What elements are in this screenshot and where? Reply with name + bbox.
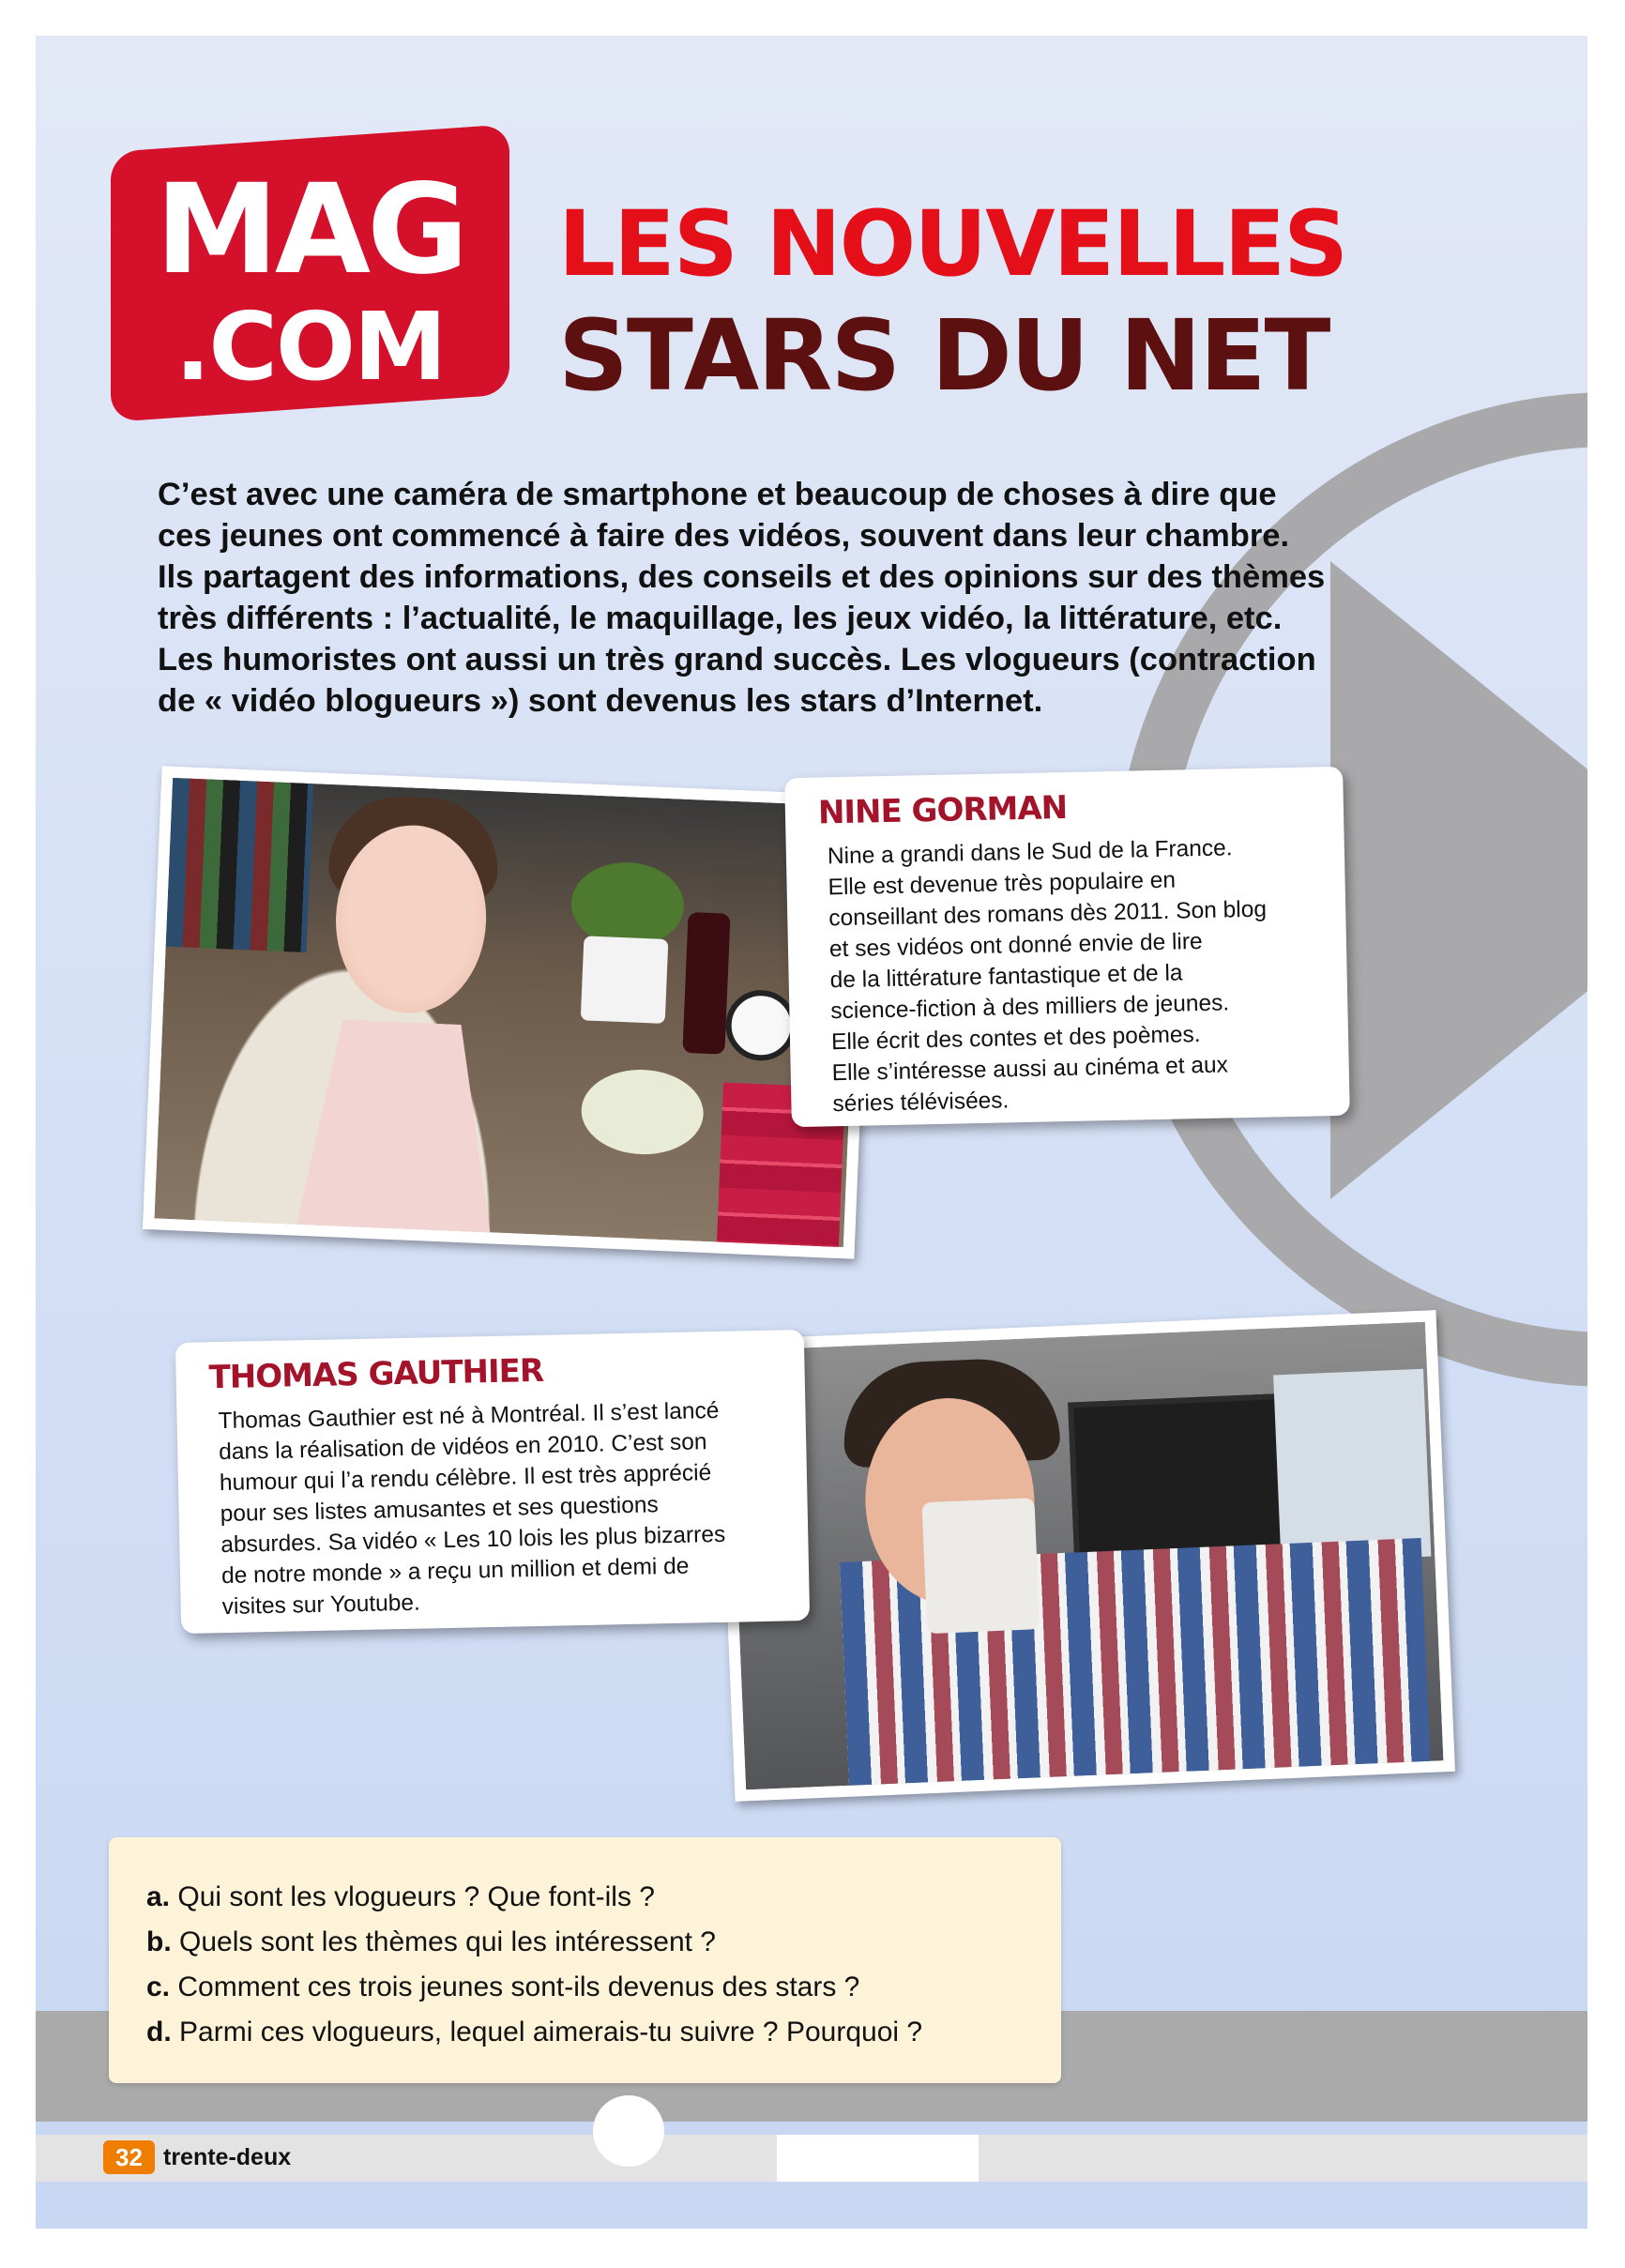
nine-gorman-bio (828, 832, 1271, 1120)
bio-line: absurdes. Sa vidéo « Les 10 lois les plus bizarres (220, 1521, 726, 1559)
question-text: Quels sont les thèmes qui les intéressent ? (179, 1926, 716, 1957)
title-line1: LES NOUVELLES (558, 191, 1347, 297)
intro-line: très différents : l’actualité, le maquillage, les jeux vidéo, la littérature, etc. (158, 601, 1283, 636)
question-item (146, 1920, 922, 1965)
logo-line1: MAG (155, 158, 465, 302)
bio-line: science-fiction à des milliers de jeunes. (830, 990, 1230, 1025)
logo-text (111, 158, 509, 402)
bio-line: Elle s’intéresse aussi au cinéma et aux (831, 1052, 1229, 1087)
nine-gorman-photo (143, 766, 873, 1258)
intro-line: Ils partagent des informations, des conseils et des opinions sur des thèmes (158, 559, 1326, 595)
bio-line: Elle est devenue très populaire en (828, 867, 1177, 901)
question-item (146, 1875, 922, 1920)
title-line2: STARS DU NET (558, 298, 1329, 413)
bio-line: Thomas Gauthier est né à Montréal. Il s’est lancé (218, 1397, 720, 1435)
page-number-word: trente-deux (163, 2144, 292, 2170)
intro-paragraph (158, 474, 1405, 722)
page-title (558, 192, 1346, 412)
questions-list (146, 1875, 922, 2055)
mug-icon (921, 1498, 1040, 1634)
intro-line: C’est avec une caméra de smartphone et beaucoup de choses à dire que (158, 477, 1277, 512)
bio-line: de notre monde » a reçu un million et demi de (220, 1553, 690, 1590)
page-number-badge: 32 (103, 2140, 155, 2174)
nine-gorman-name: NINE GORMAN (817, 788, 1068, 832)
bio-line: séries télévisées. (832, 1088, 1010, 1118)
bio-line: et ses vidéos ont donné envie de lire (828, 928, 1203, 963)
bio-line: pour ses listes amusantes et ses questions (220, 1492, 659, 1528)
question-letter: d. (146, 2017, 172, 2047)
intro-line: Les humoristes ont aussi un très grand succès. Les vlogueurs (contraction (158, 642, 1316, 677)
question-item (146, 1965, 922, 2010)
question-text: Comment ces trois jeunes sont-ils devenus des stars ? (177, 1971, 860, 2002)
thomas-gauthier-bio (218, 1395, 727, 1622)
questions-box (109, 1837, 1061, 2083)
question-letter: c. (146, 1971, 171, 2002)
question-text: Parmi ces vlogueurs, lequel aimerais-tu suivre ? Pourquoi ? (179, 2017, 923, 2047)
footer-circle (593, 2095, 664, 2167)
bio-line: conseillant des romans dès 2011. Son blog (828, 896, 1268, 932)
bio-line: Elle écrit des contes et des poèmes. (830, 1022, 1201, 1056)
thomas-gauthier-photo (716, 1310, 1455, 1802)
question-letter: a. (146, 1881, 171, 1912)
intro-line: de « vidéo blogueurs ») sont devenus les stars d’Internet. (158, 683, 1043, 719)
question-item (146, 2010, 922, 2055)
nine-gorman-card (784, 767, 1350, 1127)
question-text: Qui sont les vlogueurs ? Que font-ils ? (177, 1881, 655, 1912)
bio-line: humour qui l’a rendu célèbre. Il est très apprécié (219, 1460, 712, 1497)
thomas-gauthier-card (175, 1330, 810, 1634)
bio-line: visites sur Youtube. (221, 1590, 421, 1621)
intro-line: ces jeunes ont commencé à faire des vidéos, souvent dans leur chambre. (158, 518, 1290, 554)
bio-line: Nine a grandi dans le Sud de la France. (827, 835, 1233, 870)
question-letter: b. (146, 1926, 172, 1957)
logo-line2: .COM (175, 292, 446, 402)
bio-line: dans la réalisation de vidéos en 2010. C’est son (218, 1429, 707, 1466)
bio-line: de la littérature fantastique et de la (829, 960, 1183, 994)
thomas-gauthier-name: THOMAS GAUTHIER (208, 1351, 544, 1397)
